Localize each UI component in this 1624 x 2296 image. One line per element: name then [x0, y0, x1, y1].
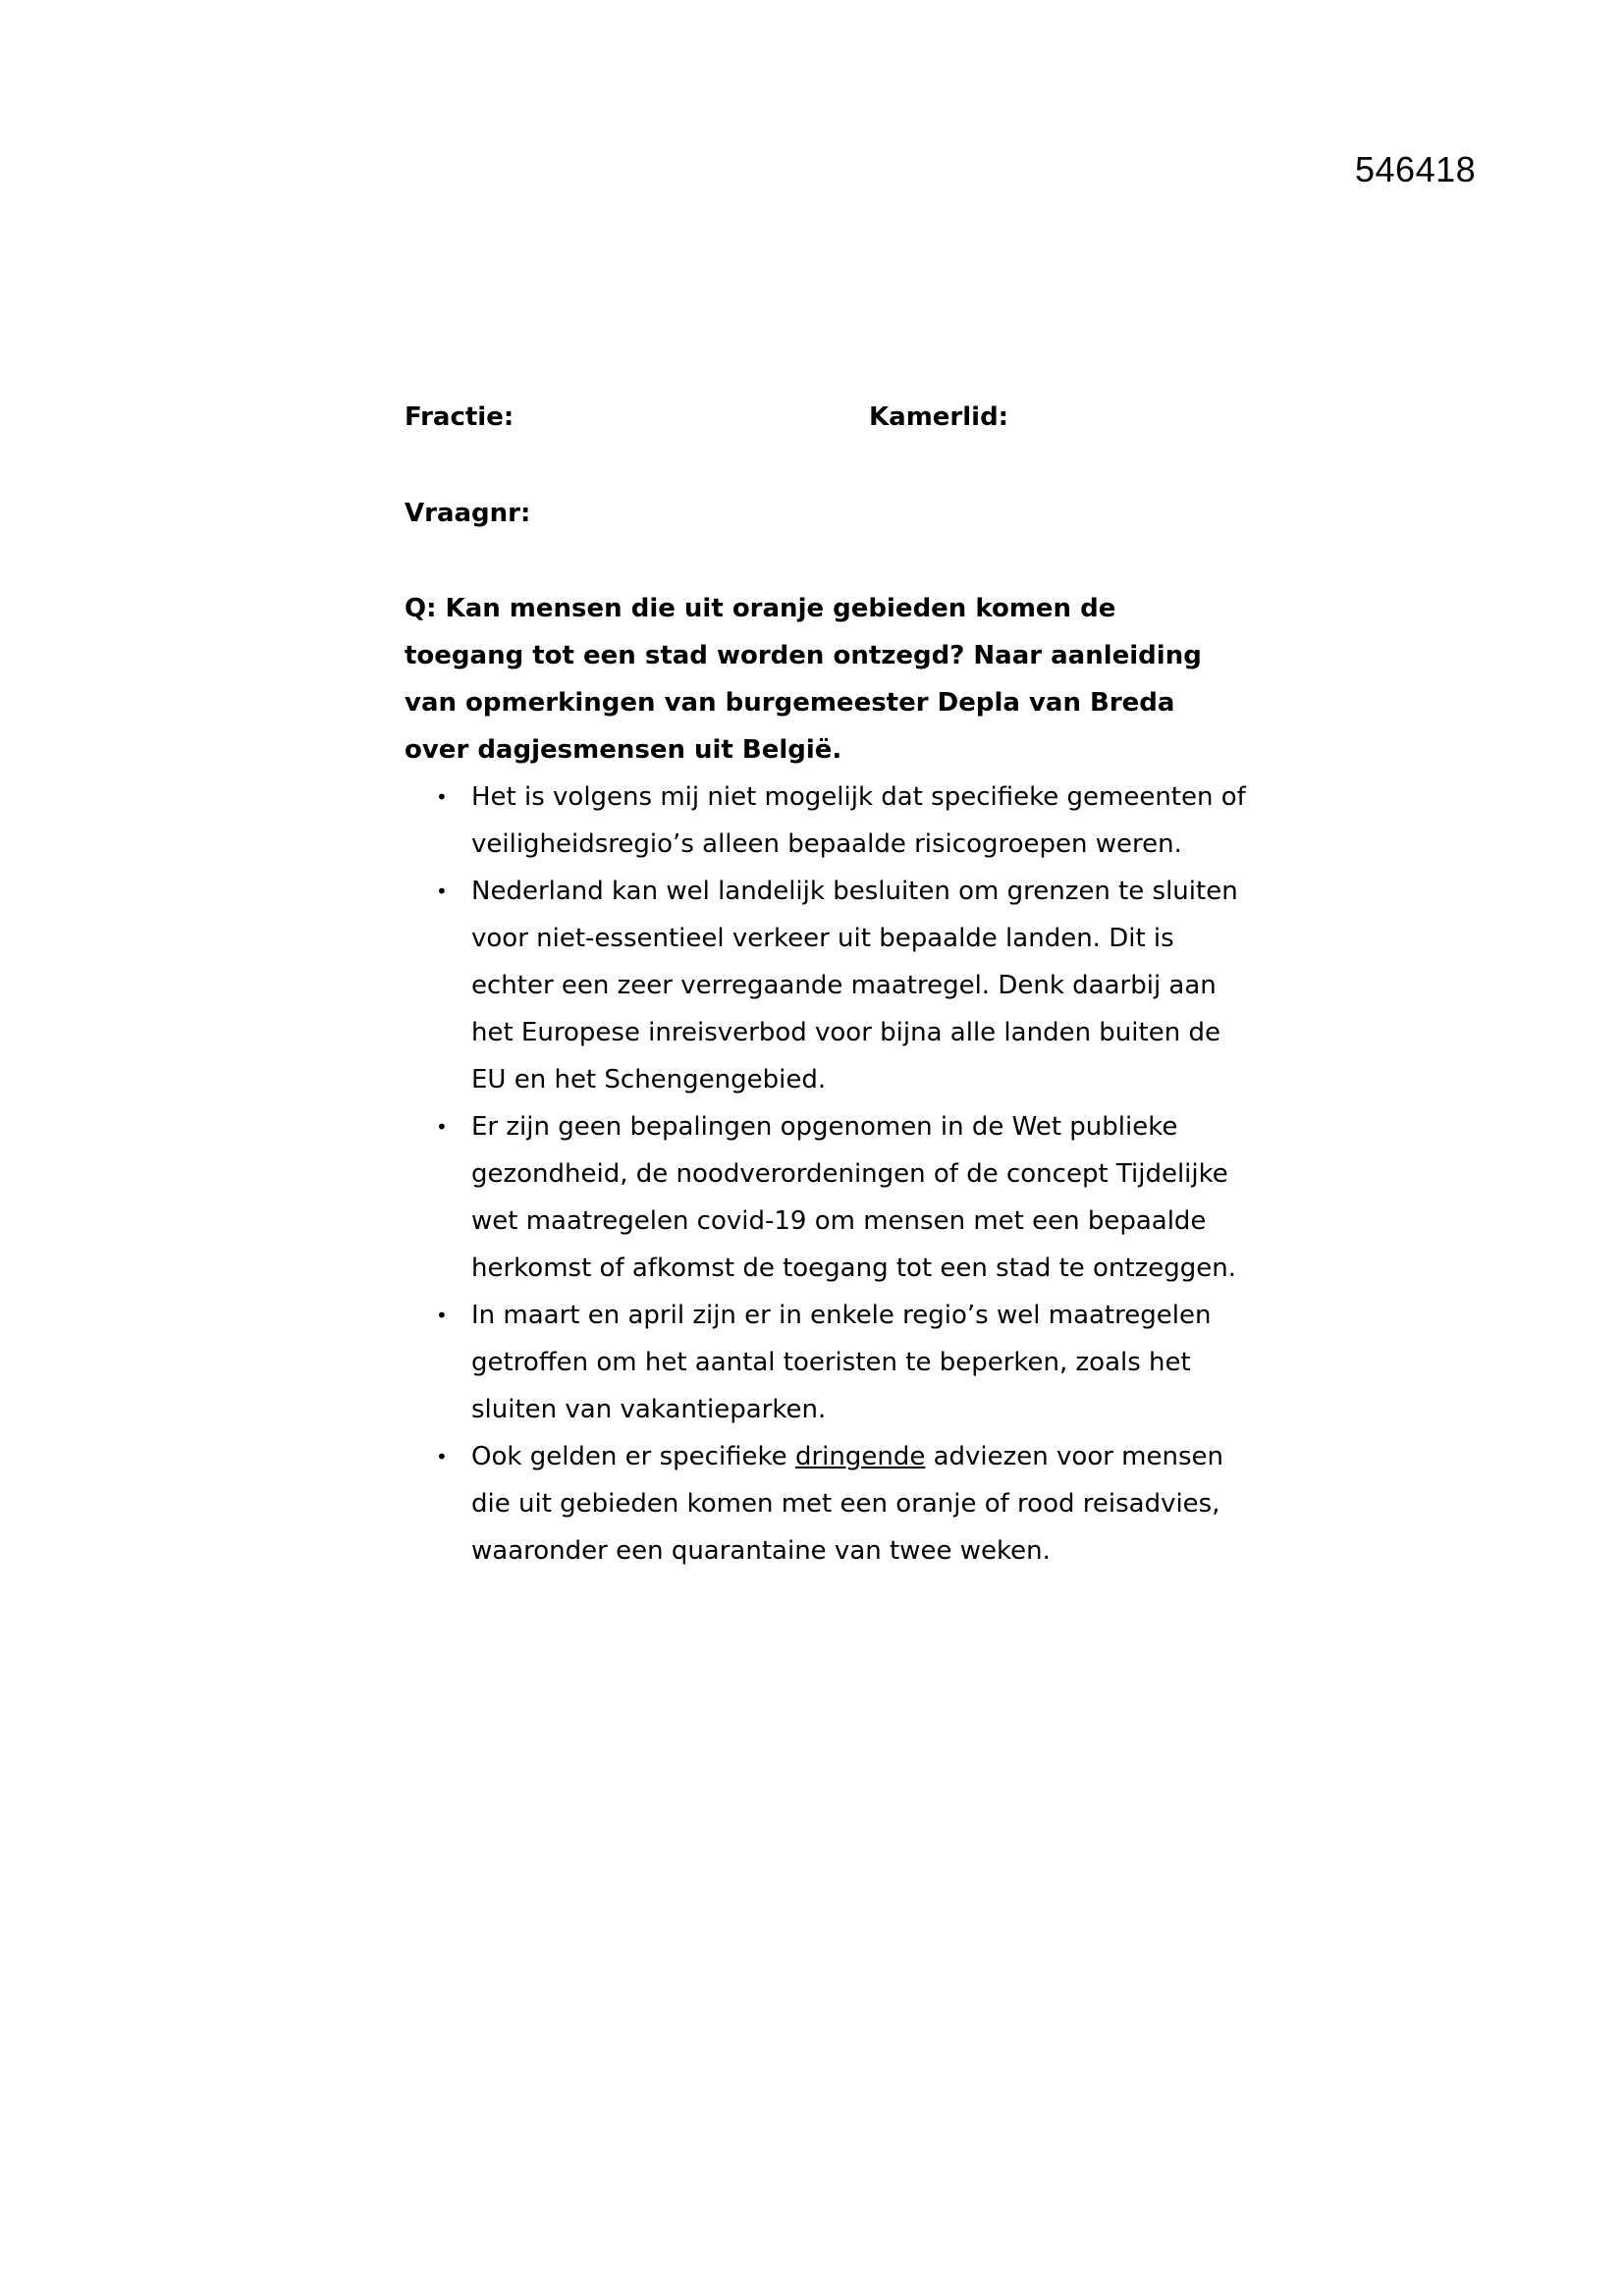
bullet-icon: • — [436, 1304, 448, 1327]
answer-item — [405, 774, 1249, 868]
answer-text: Er zijn geen bepalingen opgenomen in de Wet publieke gezondheid, de noodverordeningen of de concept Tijdelijke wet maatregelen covid-19 om mensen met een bepaalde herkomst of afkomst de toegang tot een stad te ontzeggen. — [471, 1112, 1237, 1283]
answer-text-before: Ook gelden er specifieke — [471, 1442, 795, 1471]
answer-text: In maart en april zijn er in enkele regio’s wel maatregelen getroffen om het aantal toeristen te beperken, zoals het sluiten van vakantieparken. — [471, 1301, 1212, 1424]
document-number: 546418 — [1355, 149, 1477, 189]
question-text: Q: Kan mensen die uit oranje gebieden komen de toegang tot een stad worden ontzegd? Naar aanleiding van opmerkingen van burgemeester Depla van Breda over dagjesmensen uit België. — [405, 594, 1202, 765]
answer-text: Nederland kan wel landelijk besluiten om grenzen te sluiten voor niet-essentieel verkeer uit bepaalde landen. Dit is echter een zeer verregaande maatregel. Denk daarbij aan het Europese inreisverbod voor bijna alle landen buiten de EU en het Schengengebied. — [471, 877, 1238, 1095]
vraagnr-label: Vraagnr: — [405, 499, 531, 528]
answer-item — [405, 1103, 1249, 1292]
answer-list — [405, 774, 1249, 1575]
answer-text: Het is volgens mij niet mogelijk dat specifieke gemeenten of veiligheidsregio’s alleen bepaalde risicogroepen weren. — [471, 782, 1246, 859]
fractie-label: Fractie: — [405, 402, 514, 432]
answer-text-after: adviezen voor mensen die uit gebieden komen met een oranje of rood reisadvies, waaronder een quarantaine van twee weken. — [471, 1442, 1223, 1566]
answer-item — [405, 868, 1249, 1103]
answer-item — [405, 1433, 1249, 1575]
bullet-icon: • — [436, 1445, 448, 1468]
bullet-icon: • — [436, 880, 448, 903]
underlined-word: dringende — [794, 1442, 926, 1471]
bullet-icon: • — [436, 1115, 448, 1139]
answer-item — [405, 1292, 1249, 1433]
bullet-icon: • — [436, 785, 448, 809]
kamerlid-label: Kamerlid: — [869, 402, 1009, 432]
